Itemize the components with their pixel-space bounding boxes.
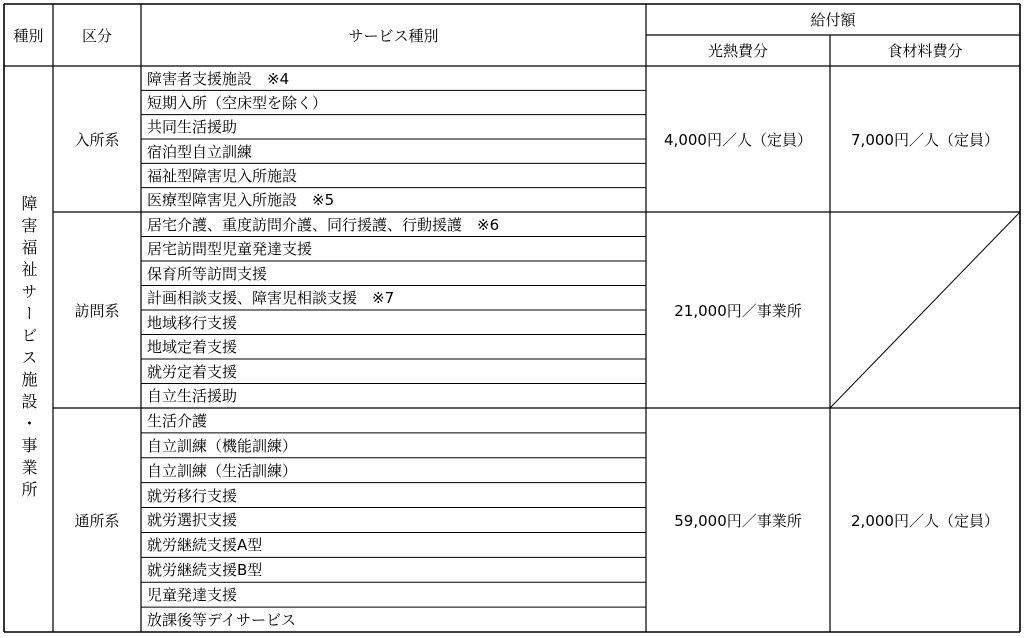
service-row: 放課後等デイサービス bbox=[147, 611, 296, 630]
service-row: 福祉型障害児入所施設 bbox=[147, 166, 298, 185]
service-row: 自立訓練（機能訓練） bbox=[147, 436, 298, 455]
service-row: 計画相談支援、障害児相談支援 ※7 bbox=[147, 289, 395, 308]
service-row: 地域移行支援 bbox=[147, 313, 238, 332]
service-row: 児童発達支援 bbox=[147, 586, 238, 605]
service-row: 就労定着支援 bbox=[147, 362, 238, 381]
header-utility: 光熱費分 bbox=[707, 42, 768, 60]
service-row: 居宅介護、重度訪問介護、同行援護、行動援護 ※6 bbox=[147, 215, 500, 234]
service-row: 地域定着支援 bbox=[147, 338, 238, 357]
food-tsusho: 2,000円／人（定員） bbox=[851, 511, 999, 530]
service-row: 共同生活援助 bbox=[147, 118, 238, 137]
service-row: 自立生活援助 bbox=[147, 387, 238, 406]
service-row: 居宅訪問型児童発達支援 bbox=[147, 240, 313, 259]
service-row: 就労選択支援 bbox=[147, 511, 238, 530]
service-row: 医療型障害児入所施設 ※5 bbox=[147, 191, 335, 210]
header-food: 食材料費分 bbox=[887, 42, 963, 60]
header-amount: 給付額 bbox=[810, 11, 856, 29]
category-tsusho: 通所系 bbox=[74, 511, 120, 530]
header-category: 区分 bbox=[81, 26, 112, 45]
service-row: 就労継続支援B型 bbox=[147, 561, 263, 580]
service-row: 保育所等訪問支援 bbox=[147, 264, 268, 283]
utility-nyusho: 4,000円／人（定員） bbox=[664, 130, 812, 149]
type-label: 障害福祉サービス施設・事業所 bbox=[19, 195, 38, 503]
utility-tsusho: 59,000円／事業所 bbox=[674, 511, 802, 530]
utility-homon: 21,000円／事業所 bbox=[674, 301, 802, 320]
service-row: 障害者支援施設 ※4 bbox=[147, 69, 290, 88]
header-type: 種別 bbox=[13, 26, 44, 45]
service-row: 短期入所（空床型を除く） bbox=[147, 93, 328, 112]
food-nyusho: 7,000円／人（定員） bbox=[851, 130, 999, 149]
food-homon-empty bbox=[830, 212, 1020, 408]
service-row: 就労継続支援A型 bbox=[147, 536, 263, 555]
category-homon: 訪問系 bbox=[74, 301, 120, 320]
service-row: 宿泊型自立訓練 bbox=[147, 142, 253, 161]
header-service: サービス種別 bbox=[348, 26, 439, 45]
service-row: 生活介護 bbox=[147, 411, 208, 430]
service-row: 自立訓練（生活訓練） bbox=[147, 461, 298, 480]
category-nyusho: 入所系 bbox=[74, 130, 120, 149]
service-row: 就労移行支援 bbox=[147, 486, 238, 505]
